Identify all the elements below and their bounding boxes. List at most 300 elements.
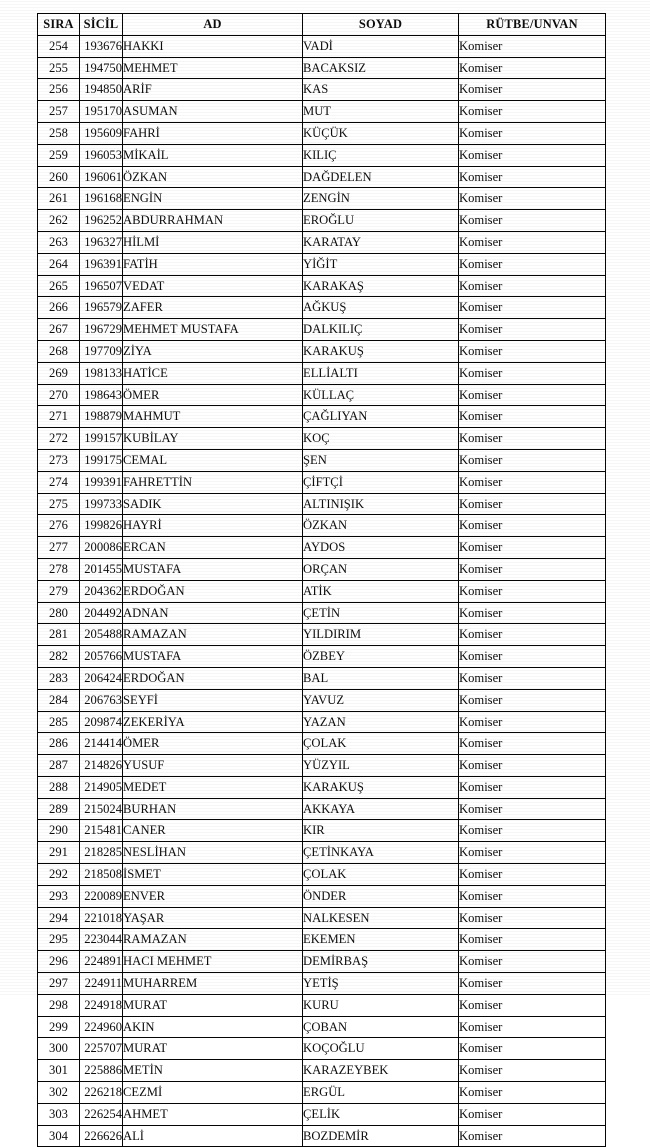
cell-soyad: ÇİFTÇİ	[303, 471, 459, 493]
cell-ad: MAHMUT	[123, 406, 303, 428]
personnel-roster-table	[37, 13, 606, 1147]
cell-sira: 295	[38, 929, 80, 951]
cell-rutbe: Komiser	[459, 1016, 606, 1038]
cell-rutbe: Komiser	[459, 406, 606, 428]
cell-sira: 283	[38, 667, 80, 689]
cell-rutbe: Komiser	[459, 755, 606, 777]
cell-sicil: 199391	[80, 471, 123, 493]
table-body	[38, 35, 606, 1147]
cell-rutbe: Komiser	[459, 798, 606, 820]
table-row	[38, 188, 606, 210]
cell-ad: ADNAN	[123, 602, 303, 624]
table-row	[38, 384, 606, 406]
table-row	[38, 1125, 606, 1147]
cell-sira: 268	[38, 340, 80, 362]
cell-rutbe: Komiser	[459, 580, 606, 602]
cell-soyad: ÇOBAN	[303, 1016, 459, 1038]
cell-sicil: 196729	[80, 319, 123, 341]
cell-sicil: 204492	[80, 602, 123, 624]
cell-rutbe: Komiser	[459, 166, 606, 188]
table-row	[38, 515, 606, 537]
cell-sira: 298	[38, 994, 80, 1016]
cell-sira: 279	[38, 580, 80, 602]
cell-rutbe: Komiser	[459, 1038, 606, 1060]
cell-soyad: ZENGİN	[303, 188, 459, 210]
cell-sira: 263	[38, 231, 80, 253]
cell-sicil: 196061	[80, 166, 123, 188]
cell-ad: ENVER	[123, 885, 303, 907]
cell-sira: 265	[38, 275, 80, 297]
cell-sira: 292	[38, 864, 80, 886]
cell-soyad: EROĞLU	[303, 210, 459, 232]
cell-rutbe: Komiser	[459, 35, 606, 57]
table-row	[38, 319, 606, 341]
cell-ad: MİKAİL	[123, 144, 303, 166]
cell-rutbe: Komiser	[459, 951, 606, 973]
table-row	[38, 428, 606, 450]
cell-ad: AKIN	[123, 1016, 303, 1038]
cell-sira: 290	[38, 820, 80, 842]
cell-ad: HATİCE	[123, 362, 303, 384]
cell-soyad: KARAKUŞ	[303, 340, 459, 362]
table-row	[38, 1082, 606, 1104]
cell-ad: YAŞAR	[123, 907, 303, 929]
cell-soyad: VADİ	[303, 35, 459, 57]
cell-sicil: 196252	[80, 210, 123, 232]
table-row	[38, 471, 606, 493]
cell-sicil: 200086	[80, 537, 123, 559]
cell-sira: 281	[38, 624, 80, 646]
cell-sicil: 220089	[80, 885, 123, 907]
cell-sira: 272	[38, 428, 80, 450]
cell-rutbe: Komiser	[459, 340, 606, 362]
cell-rutbe: Komiser	[459, 144, 606, 166]
cell-rutbe: Komiser	[459, 776, 606, 798]
cell-sicil: 214905	[80, 776, 123, 798]
cell-soyad: AYDOS	[303, 537, 459, 559]
cell-sicil: 196168	[80, 188, 123, 210]
cell-soyad: DAĞDELEN	[303, 166, 459, 188]
cell-sira: 256	[38, 79, 80, 101]
cell-soyad: ATİK	[303, 580, 459, 602]
cell-sira: 266	[38, 297, 80, 319]
cell-rutbe: Komiser	[459, 275, 606, 297]
cell-sira: 276	[38, 515, 80, 537]
table-row	[38, 1103, 606, 1125]
cell-sicil: 221018	[80, 907, 123, 929]
cell-soyad: ALTINIŞIK	[303, 493, 459, 515]
table-row	[38, 253, 606, 275]
table-row	[38, 907, 606, 929]
cell-sicil: 201455	[80, 558, 123, 580]
cell-sicil: 199826	[80, 515, 123, 537]
cell-ad: KUBİLAY	[123, 428, 303, 450]
cell-soyad: KARAKUŞ	[303, 776, 459, 798]
table-row	[38, 646, 606, 668]
cell-soyad: KÜLLAÇ	[303, 384, 459, 406]
column-header-rutbe: RÜTBE/UNVAN	[459, 14, 606, 36]
cell-sira: 284	[38, 689, 80, 711]
cell-rutbe: Komiser	[459, 1125, 606, 1147]
header-row	[38, 14, 606, 36]
cell-rutbe: Komiser	[459, 994, 606, 1016]
cell-soyad: KOÇOĞLU	[303, 1038, 459, 1060]
cell-sira: 304	[38, 1125, 80, 1147]
cell-sira: 289	[38, 798, 80, 820]
cell-sira: 286	[38, 733, 80, 755]
cell-sira: 258	[38, 122, 80, 144]
cell-soyad: ÇETİN	[303, 602, 459, 624]
cell-sicil: 215024	[80, 798, 123, 820]
table-row	[38, 79, 606, 101]
cell-ad: YUSUF	[123, 755, 303, 777]
cell-sicil: 196391	[80, 253, 123, 275]
cell-rutbe: Komiser	[459, 1103, 606, 1125]
cell-sicil: 214414	[80, 733, 123, 755]
cell-soyad: NALKESEN	[303, 907, 459, 929]
cell-soyad: KARAKAŞ	[303, 275, 459, 297]
cell-soyad: MUT	[303, 101, 459, 123]
cell-soyad: KAS	[303, 79, 459, 101]
cell-sicil: 215481	[80, 820, 123, 842]
cell-ad: FATİH	[123, 253, 303, 275]
cell-sira: 302	[38, 1082, 80, 1104]
cell-sicil: 226626	[80, 1125, 123, 1147]
cell-sicil: 206763	[80, 689, 123, 711]
cell-ad: HAKKI	[123, 35, 303, 57]
table-row	[38, 798, 606, 820]
cell-rutbe: Komiser	[459, 711, 606, 733]
cell-rutbe: Komiser	[459, 667, 606, 689]
cell-sicil: 199733	[80, 493, 123, 515]
cell-sira: 299	[38, 1016, 80, 1038]
cell-soyad: ERGÜL	[303, 1082, 459, 1104]
cell-soyad: BACAKSIZ	[303, 57, 459, 79]
table-row	[38, 57, 606, 79]
cell-soyad: ÖNDER	[303, 885, 459, 907]
cell-ad: İSMET	[123, 864, 303, 886]
cell-ad: AHMET	[123, 1103, 303, 1125]
cell-ad: ERDOĞAN	[123, 667, 303, 689]
cell-soyad: AKKAYA	[303, 798, 459, 820]
cell-sicil: 195170	[80, 101, 123, 123]
cell-rutbe: Komiser	[459, 122, 606, 144]
cell-sicil: 196507	[80, 275, 123, 297]
table-row	[38, 101, 606, 123]
table-row	[38, 733, 606, 755]
cell-ad: RAMAZAN	[123, 929, 303, 951]
cell-sicil: 198133	[80, 362, 123, 384]
cell-rutbe: Komiser	[459, 210, 606, 232]
cell-sira: 300	[38, 1038, 80, 1060]
cell-sira: 260	[38, 166, 80, 188]
cell-sira: 278	[38, 558, 80, 580]
cell-sira: 254	[38, 35, 80, 57]
cell-sira: 273	[38, 449, 80, 471]
cell-sira: 275	[38, 493, 80, 515]
cell-soyad: KOÇ	[303, 428, 459, 450]
cell-rutbe: Komiser	[459, 449, 606, 471]
cell-sicil: 226254	[80, 1103, 123, 1125]
cell-rutbe: Komiser	[459, 79, 606, 101]
cell-sicil: 206424	[80, 667, 123, 689]
cell-soyad: ŞEN	[303, 449, 459, 471]
cell-ad: ERCAN	[123, 537, 303, 559]
cell-sicil: 218285	[80, 842, 123, 864]
cell-rutbe: Komiser	[459, 493, 606, 515]
cell-soyad: KARAZEYBEK	[303, 1060, 459, 1082]
cell-ad: MUHARREM	[123, 973, 303, 995]
cell-soyad: EKEMEN	[303, 929, 459, 951]
cell-sira: 294	[38, 907, 80, 929]
table-row	[38, 776, 606, 798]
cell-sicil: 197709	[80, 340, 123, 362]
column-header-sicil: SİCİL	[80, 14, 123, 36]
cell-sicil: 198879	[80, 406, 123, 428]
cell-rutbe: Komiser	[459, 733, 606, 755]
cell-rutbe: Komiser	[459, 885, 606, 907]
cell-sicil: 196327	[80, 231, 123, 253]
table-row	[38, 973, 606, 995]
cell-ad: CEZMİ	[123, 1082, 303, 1104]
cell-sicil: 226218	[80, 1082, 123, 1104]
column-header-sira: SIRA	[38, 14, 80, 36]
cell-rutbe: Komiser	[459, 646, 606, 668]
cell-soyad: ÇOLAK	[303, 733, 459, 755]
table-row	[38, 231, 606, 253]
cell-rutbe: Komiser	[459, 101, 606, 123]
cell-ad: ABDURRAHMAN	[123, 210, 303, 232]
cell-rutbe: Komiser	[459, 319, 606, 341]
cell-rutbe: Komiser	[459, 362, 606, 384]
cell-soyad: ÇAĞLIYAN	[303, 406, 459, 428]
cell-rutbe: Komiser	[459, 842, 606, 864]
cell-soyad: ÖZKAN	[303, 515, 459, 537]
table-row	[38, 493, 606, 515]
cell-ad: BURHAN	[123, 798, 303, 820]
cell-soyad: KILIÇ	[303, 144, 459, 166]
cell-sira: 271	[38, 406, 80, 428]
cell-sicil: 199175	[80, 449, 123, 471]
table-row	[38, 275, 606, 297]
table-row	[38, 1016, 606, 1038]
table-row	[38, 362, 606, 384]
cell-sira: 267	[38, 319, 80, 341]
cell-sira: 287	[38, 755, 80, 777]
cell-soyad: ELLİALTI	[303, 362, 459, 384]
cell-rutbe: Komiser	[459, 1060, 606, 1082]
cell-sira: 296	[38, 951, 80, 973]
cell-rutbe: Komiser	[459, 428, 606, 450]
cell-ad: MUSTAFA	[123, 646, 303, 668]
cell-rutbe: Komiser	[459, 973, 606, 995]
cell-sira: 274	[38, 471, 80, 493]
cell-ad: HİLMİ	[123, 231, 303, 253]
cell-rutbe: Komiser	[459, 253, 606, 275]
cell-rutbe: Komiser	[459, 907, 606, 929]
cell-sicil: 205488	[80, 624, 123, 646]
cell-ad: MEDET	[123, 776, 303, 798]
cell-rutbe: Komiser	[459, 602, 606, 624]
cell-sira: 291	[38, 842, 80, 864]
cell-sira: 269	[38, 362, 80, 384]
table-row	[38, 537, 606, 559]
cell-sicil: 224960	[80, 1016, 123, 1038]
cell-soyad: ORÇAN	[303, 558, 459, 580]
cell-sicil: 194850	[80, 79, 123, 101]
column-header-ad: AD	[123, 14, 303, 36]
cell-soyad: ÖZBEY	[303, 646, 459, 668]
cell-ad: ARİF	[123, 79, 303, 101]
cell-rutbe: Komiser	[459, 558, 606, 580]
cell-soyad: YILDIRIM	[303, 624, 459, 646]
cell-soyad: ÇOLAK	[303, 864, 459, 886]
table-row	[38, 406, 606, 428]
cell-sira: 261	[38, 188, 80, 210]
cell-ad: CANER	[123, 820, 303, 842]
cell-ad: SEYFİ	[123, 689, 303, 711]
table-row	[38, 820, 606, 842]
cell-ad: ZAFER	[123, 297, 303, 319]
table-row	[38, 144, 606, 166]
cell-ad: RAMAZAN	[123, 624, 303, 646]
cell-soyad: AĞKUŞ	[303, 297, 459, 319]
cell-sira: 303	[38, 1103, 80, 1125]
cell-ad: HACI MEHMET	[123, 951, 303, 973]
cell-sira: 259	[38, 144, 80, 166]
cell-ad: VEDAT	[123, 275, 303, 297]
cell-sira: 270	[38, 384, 80, 406]
cell-ad: ZİYA	[123, 340, 303, 362]
table-row	[38, 667, 606, 689]
table-row	[38, 951, 606, 973]
cell-sira: 257	[38, 101, 80, 123]
cell-soyad: KIR	[303, 820, 459, 842]
cell-soyad: YÜZYIL	[303, 755, 459, 777]
cell-ad: SADIK	[123, 493, 303, 515]
cell-sicil: 204362	[80, 580, 123, 602]
cell-soyad: KÜÇÜK	[303, 122, 459, 144]
table-row	[38, 166, 606, 188]
cell-sicil: 196579	[80, 297, 123, 319]
cell-soyad: YİĞİT	[303, 253, 459, 275]
table-row	[38, 580, 606, 602]
cell-ad: MURAT	[123, 994, 303, 1016]
table-row	[38, 842, 606, 864]
cell-sira: 288	[38, 776, 80, 798]
cell-ad: ZEKERİYA	[123, 711, 303, 733]
cell-sira: 277	[38, 537, 80, 559]
cell-sicil: 205766	[80, 646, 123, 668]
cell-rutbe: Komiser	[459, 57, 606, 79]
table-row	[38, 711, 606, 733]
cell-rutbe: Komiser	[459, 231, 606, 253]
cell-soyad: DEMİRBAŞ	[303, 951, 459, 973]
cell-sicil: 214826	[80, 755, 123, 777]
table-row	[38, 449, 606, 471]
cell-rutbe: Komiser	[459, 515, 606, 537]
cell-sira: 282	[38, 646, 80, 668]
table-row	[38, 602, 606, 624]
cell-soyad: YETİŞ	[303, 973, 459, 995]
cell-sira: 280	[38, 602, 80, 624]
cell-sira: 255	[38, 57, 80, 79]
cell-ad: ÖMER	[123, 733, 303, 755]
table-row	[38, 755, 606, 777]
cell-ad: FAHRİ	[123, 122, 303, 144]
cell-ad: METİN	[123, 1060, 303, 1082]
cell-sira: 285	[38, 711, 80, 733]
cell-rutbe: Komiser	[459, 1082, 606, 1104]
cell-sicil: 209874	[80, 711, 123, 733]
cell-ad: ENGİN	[123, 188, 303, 210]
cell-rutbe: Komiser	[459, 537, 606, 559]
cell-soyad: DALKILIÇ	[303, 319, 459, 341]
cell-ad: MEHMET	[123, 57, 303, 79]
cell-sicil: 199157	[80, 428, 123, 450]
table-row	[38, 122, 606, 144]
cell-rutbe: Komiser	[459, 929, 606, 951]
cell-sicil: 218508	[80, 864, 123, 886]
cell-ad: MEHMET MUSTAFA	[123, 319, 303, 341]
cell-sira: 262	[38, 210, 80, 232]
cell-rutbe: Komiser	[459, 624, 606, 646]
cell-soyad: BOZDEMİR	[303, 1125, 459, 1147]
cell-soyad: BAL	[303, 667, 459, 689]
cell-ad: ÖZKAN	[123, 166, 303, 188]
cell-soyad: YAZAN	[303, 711, 459, 733]
cell-ad: ALİ	[123, 1125, 303, 1147]
table-row	[38, 624, 606, 646]
cell-sicil: 225886	[80, 1060, 123, 1082]
cell-ad: FAHRETTİN	[123, 471, 303, 493]
cell-sira: 301	[38, 1060, 80, 1082]
table-header	[38, 14, 606, 36]
cell-ad: HAYRİ	[123, 515, 303, 537]
table-row	[38, 689, 606, 711]
table-row	[38, 864, 606, 886]
cell-sicil: 224918	[80, 994, 123, 1016]
table-row	[38, 35, 606, 57]
cell-ad: ÖMER	[123, 384, 303, 406]
cell-rutbe: Komiser	[459, 384, 606, 406]
cell-rutbe: Komiser	[459, 297, 606, 319]
table-row	[38, 558, 606, 580]
cell-soyad: YAVUZ	[303, 689, 459, 711]
cell-sicil: 225707	[80, 1038, 123, 1060]
cell-sira: 297	[38, 973, 80, 995]
cell-ad: ERDOĞAN	[123, 580, 303, 602]
cell-sicil: 196053	[80, 144, 123, 166]
cell-soyad: KARATAY	[303, 231, 459, 253]
cell-sicil: 194750	[80, 57, 123, 79]
cell-sira: 293	[38, 885, 80, 907]
table-row	[38, 1038, 606, 1060]
table-row	[38, 929, 606, 951]
cell-ad: CEMAL	[123, 449, 303, 471]
table-row	[38, 340, 606, 362]
table-row	[38, 297, 606, 319]
cell-ad: ASUMAN	[123, 101, 303, 123]
cell-soyad: ÇELİK	[303, 1103, 459, 1125]
cell-soyad: ÇETİNKAYA	[303, 842, 459, 864]
cell-sicil: 224891	[80, 951, 123, 973]
cell-sicil: 198643	[80, 384, 123, 406]
cell-rutbe: Komiser	[459, 864, 606, 886]
column-header-soyad: SOYAD	[303, 14, 459, 36]
cell-sicil: 223044	[80, 929, 123, 951]
table-row	[38, 210, 606, 232]
